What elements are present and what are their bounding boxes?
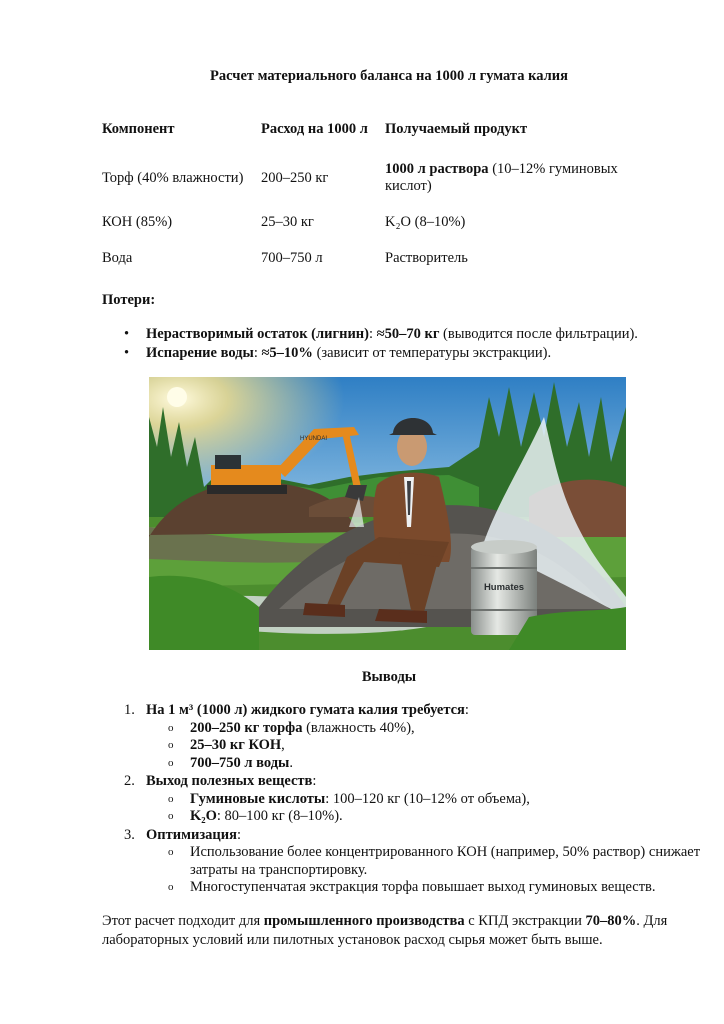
final-text: Этот расчет подходит для bbox=[102, 913, 264, 929]
item-label: Выход полезных веществ bbox=[146, 773, 313, 789]
item-colon: : bbox=[312, 773, 317, 789]
final-bold: 70–80% bbox=[585, 913, 637, 929]
table-header-row bbox=[102, 106, 645, 152]
sub-rest: : 80–100 кг (8–10%). bbox=[216, 808, 343, 824]
loss-sep: : bbox=[253, 345, 262, 361]
list-item bbox=[146, 720, 702, 738]
sub-rest: : 100–120 кг (10–12% от объема), bbox=[325, 790, 530, 807]
item-label: Оптимизация bbox=[146, 826, 237, 843]
sub-list bbox=[146, 791, 702, 826]
conclusions-list bbox=[102, 701, 702, 897]
table-row bbox=[102, 240, 645, 276]
losses-list bbox=[102, 325, 682, 363]
final-bold: промышленного производства bbox=[263, 913, 465, 929]
sun bbox=[167, 387, 187, 407]
header-component: Компонент bbox=[102, 120, 175, 137]
cell-product bbox=[385, 204, 645, 240]
sub-rest: . bbox=[289, 754, 293, 771]
loss-note: (зависит от температуры экстракции). bbox=[312, 345, 552, 361]
closing-paragraph bbox=[102, 912, 682, 950]
excavator-label: HYUNDAI bbox=[300, 436, 328, 442]
cell-product bbox=[385, 240, 645, 276]
sub-rest: (влажность 40%), bbox=[302, 719, 415, 736]
sub-bold: 200–250 кг торфа bbox=[190, 719, 303, 736]
list-item bbox=[146, 737, 702, 755]
table-row bbox=[102, 152, 645, 204]
cell-amount: 200–250 кг bbox=[261, 169, 329, 186]
loss-note: (выводится после фильтрации). bbox=[439, 326, 638, 342]
losses-heading: Потери: bbox=[102, 292, 156, 308]
material-balance-table bbox=[102, 106, 645, 276]
barrel-label: Humates bbox=[483, 582, 525, 593]
loss-label: Испарение воды bbox=[146, 345, 254, 361]
product-rest: (10–12% гуминовых кислот) bbox=[385, 161, 618, 194]
illustration-scene bbox=[149, 377, 626, 650]
sub-list bbox=[146, 844, 702, 897]
list-item bbox=[102, 826, 702, 897]
cell-component: Вода bbox=[102, 249, 133, 266]
final-text: с КПД экстракции bbox=[464, 913, 586, 929]
cell-component: Торф (40% влажности) bbox=[102, 169, 244, 186]
cell-product bbox=[385, 152, 645, 204]
list-item bbox=[146, 755, 702, 773]
list-item bbox=[146, 808, 702, 826]
list-item bbox=[146, 844, 702, 879]
loss-value: ≈5–10% bbox=[261, 345, 313, 361]
item-number: 3. bbox=[124, 826, 135, 843]
sub-bold: Гуминовые кислоты bbox=[190, 790, 326, 807]
list-item bbox=[102, 772, 702, 826]
conclusions-heading: Выводы bbox=[361, 669, 417, 685]
list-item bbox=[146, 879, 702, 897]
list-item bbox=[102, 344, 682, 363]
product-bold: 1000 л раствора bbox=[385, 161, 489, 177]
sub-rest: , bbox=[281, 737, 285, 753]
list-item bbox=[102, 701, 702, 772]
document-title: Расчет материального баланса на 1000 л гумата калия bbox=[210, 68, 568, 84]
header-amount: Расход на 1000 л bbox=[261, 120, 368, 137]
item-colon: : bbox=[464, 702, 469, 718]
loss-value: ≈50–70 кг bbox=[376, 326, 440, 342]
sub-list bbox=[146, 720, 702, 773]
final-text: . Для лабораторных условий или пилотных установок расход сырья может быть выше. bbox=[102, 913, 668, 948]
sub-bold: 700–750 л воды bbox=[190, 754, 290, 771]
item-number: 1. bbox=[124, 702, 135, 718]
sub-bold: 25–30 кг КОН bbox=[190, 737, 282, 753]
item-colon: : bbox=[236, 826, 242, 843]
illustration-photo bbox=[149, 377, 626, 650]
item-number: 2. bbox=[124, 773, 135, 789]
sub-bold: K₂O bbox=[190, 808, 217, 824]
sub-rest: Использование более концентрированного КОН (например, 50% раствор) снижает затраты на транспортировку. bbox=[190, 844, 701, 878]
cell-amount: 700–750 л bbox=[261, 249, 323, 266]
list-item bbox=[102, 325, 682, 344]
product-rest: Растворитель bbox=[385, 249, 468, 266]
product-rest: K₂O (8–10%) bbox=[385, 213, 466, 230]
loss-sep: : bbox=[368, 326, 377, 342]
loss-label: Нерастворимый остаток (лигнин) bbox=[146, 326, 369, 342]
table-row bbox=[102, 204, 645, 240]
item-label: На 1 м³ (1000 л) жидкого гумата калия требуется bbox=[146, 702, 465, 718]
cell-amount: 25–30 кг bbox=[261, 213, 314, 230]
header-product: Получаемый продукт bbox=[385, 120, 528, 137]
cell-component: КОН (85%) bbox=[102, 213, 173, 230]
sub-rest: Многоступенчатая экстракция торфа повышает выход гуминовых веществ. bbox=[190, 879, 656, 895]
list-item bbox=[146, 791, 702, 809]
